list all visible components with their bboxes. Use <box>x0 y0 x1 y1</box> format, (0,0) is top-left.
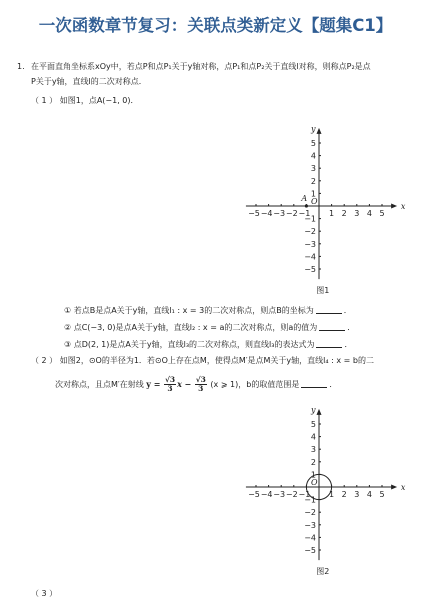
sub1-text: 若点B是点A关于y轴，直线l₁ : x = 3的二次对称点，则点B的坐标为 <box>73 306 314 315</box>
problem-number: 1. <box>17 62 25 71</box>
part2-text-1: 如图2，⊙O的半径为1．若⊙O上存在点M，使得点M′是点M关于y轴，直线l₄ : x = b的二 <box>59 356 374 365</box>
ray-variable-x: x <box>177 379 182 389</box>
fraction-2-numerator: √3 <box>195 375 206 384</box>
figure-caption: 图2 <box>316 566 330 576</box>
y-tick-label: −4 <box>304 533 316 543</box>
sub1-end: ． <box>343 306 352 315</box>
y-tick-label: 1 <box>310 189 316 199</box>
fraction-2-denominator: 3 <box>198 384 204 393</box>
x-tick-label: −3 <box>273 209 286 218</box>
sub3-marker: ③ <box>64 340 72 349</box>
y-tick-label: −2 <box>304 227 316 237</box>
x-tick-label: −5 <box>248 490 260 499</box>
part3-label: （ 3 ） <box>31 589 58 598</box>
answer-blank-4[interactable] <box>301 379 327 388</box>
part1-sub1 <box>64 305 352 316</box>
x-tick-label: −2 <box>285 490 298 499</box>
part1-sub2 <box>64 322 355 333</box>
x-tick-label: 5 <box>379 490 385 499</box>
figure-1-coordinate-plane <box>240 115 420 295</box>
page-title: 一次函数章节复习：关联点类新定义【题集C1】 <box>38 16 393 35</box>
y-tick-label: −2 <box>304 508 316 518</box>
y-tick-label: 5 <box>310 139 316 148</box>
origin-label: O <box>311 478 318 487</box>
part1-label: （ 1 ） <box>31 96 58 105</box>
part1-line <box>31 95 139 106</box>
part2-line1 <box>31 355 374 366</box>
sub2-end: ． <box>347 323 356 332</box>
y-tick-label: −3 <box>304 239 316 249</box>
part2-text-2a: 次对称点，且点M′在射线 <box>55 380 144 389</box>
x-tick-label: −4 <box>260 209 273 218</box>
y-axis-arrow <box>317 409 322 415</box>
sub3-text: 点D(2, 1)是点A关于y轴，直线l₃的二次对称点，则直线l₃的表达式为 <box>73 340 315 349</box>
y-tick-label: −5 <box>304 265 316 274</box>
x-tick-label: 2 <box>341 490 347 499</box>
sub2-text: 点C(−3, 0)是点A关于y轴，直线l₂ : x = a的二次对称点，则a的值为 <box>73 323 318 332</box>
answer-blank-2[interactable] <box>319 322 345 331</box>
y-axis-arrow <box>317 128 322 134</box>
x-axis-arrow <box>391 204 397 209</box>
fraction-1 <box>164 376 176 393</box>
problem-intro-line1: 在平面直角坐标系xOy中，若点P和点P₁关于y轴对称，点P₁和点P₂关于直线l对称，则称点P₂是点 <box>31 62 371 71</box>
x-tick-label: −1 <box>298 490 311 499</box>
y-tick-label: 2 <box>310 176 316 186</box>
part2-end: ． <box>329 380 338 389</box>
sub1-marker: ① <box>64 306 72 315</box>
fraction-1-denominator: 3 <box>167 384 173 393</box>
x-tick-label: −4 <box>260 490 273 499</box>
point-A-label: A <box>301 194 308 203</box>
part1-text: 如图1，点A(−1, 0)． <box>59 96 139 105</box>
y-tick-label: 4 <box>310 151 316 161</box>
part2-label: （ 2 ） <box>31 356 58 365</box>
part2-text-2b: (x ⩾ 1)，b的取值范围是 <box>210 380 300 389</box>
part1-sub3 <box>64 339 352 350</box>
problem-intro-line2: P关于y轴，直线l的二次对称点． <box>31 77 147 86</box>
x-tick-label: −2 <box>285 209 298 218</box>
figure-caption: 图1 <box>316 285 330 295</box>
minus-sign: − <box>184 379 192 389</box>
answer-blank-1[interactable] <box>316 305 342 314</box>
sub3-end: ． <box>344 340 353 349</box>
x-tick-label: 5 <box>379 209 385 218</box>
y-tick-label: 1 <box>310 470 316 480</box>
y-tick-label: −4 <box>304 252 316 262</box>
y-tick-label: −1 <box>304 495 316 505</box>
part2-line2 <box>55 373 337 396</box>
sub2-marker: ② <box>64 323 72 332</box>
y-tick-label: 3 <box>310 445 316 455</box>
figure-2-coordinate-plane <box>240 395 420 575</box>
x-tick-label: 1 <box>329 209 335 218</box>
x-tick-label: 2 <box>341 209 347 218</box>
fraction-1-numerator: √3 <box>164 375 176 384</box>
answer-blank-3[interactable] <box>316 339 342 348</box>
y-tick-label: 2 <box>310 457 316 467</box>
x-tick-label: −3 <box>273 490 286 499</box>
x-tick-label: 4 <box>366 490 372 499</box>
point-A <box>305 204 308 207</box>
x-axis-label: x <box>400 483 406 492</box>
x-tick-label: 4 <box>366 209 372 218</box>
y-tick-label: −3 <box>304 520 316 530</box>
y-tick-label: −5 <box>304 546 316 555</box>
x-tick-label: 1 <box>329 490 335 499</box>
x-axis-arrow <box>391 485 397 490</box>
y-tick-label: 3 <box>310 164 316 174</box>
y-tick-label: 5 <box>310 420 316 429</box>
x-tick-label: −1 <box>298 209 311 218</box>
x-tick-label: 3 <box>354 209 360 218</box>
x-tick-label: −5 <box>248 209 260 218</box>
origin-label: O <box>311 197 318 206</box>
y-axis-label: y <box>311 405 316 415</box>
x-axis-label: x <box>400 202 406 211</box>
y-tick-label: 4 <box>310 432 316 442</box>
y-tick-label: −1 <box>304 214 316 224</box>
x-tick-label: 3 <box>354 490 360 499</box>
y-axis-label: y <box>311 124 316 134</box>
fraction-2 <box>195 376 207 393</box>
ray-equation-lhs: y = <box>146 379 161 389</box>
